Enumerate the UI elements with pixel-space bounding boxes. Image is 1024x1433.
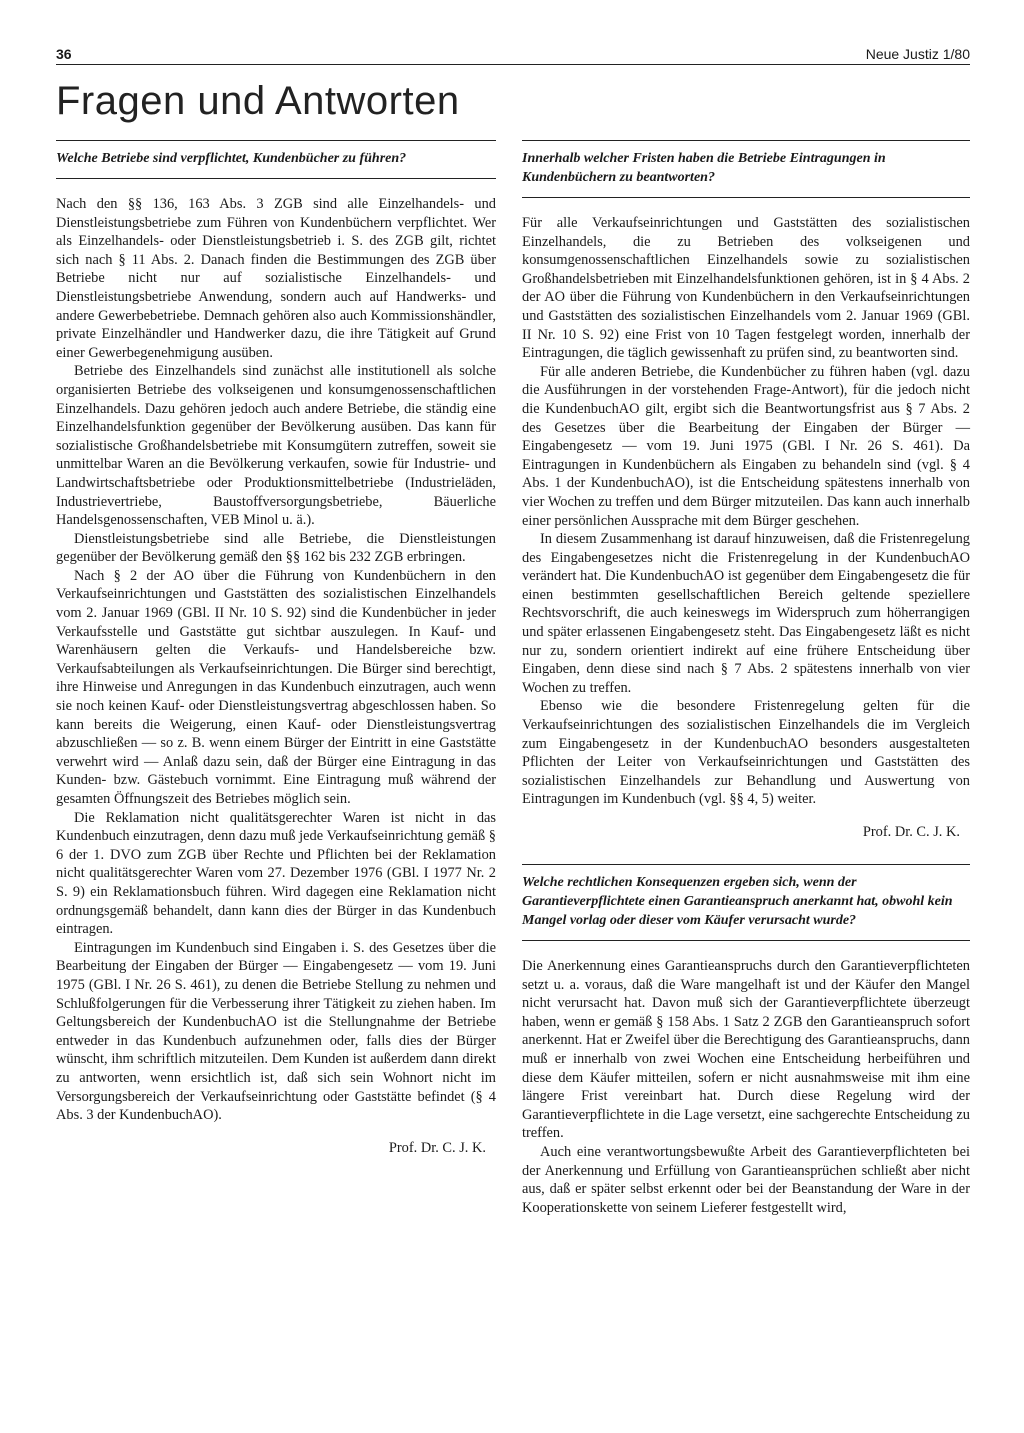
question-heading: Welche rechtlichen Konsequenzen ergeben sich, wenn der Garantieverpflichtete einen Garantieanspruch anerkannt hat, obwohl kein Mangel vorlag oder dieser vom Käufer verursacht wurde? bbox=[522, 864, 970, 941]
question-heading: Innerhalb welcher Fristen haben die Betriebe Eintragungen in Kundenbüchern zu beantworten? bbox=[522, 140, 970, 198]
answer-body bbox=[56, 195, 496, 1125]
right-column bbox=[522, 140, 970, 1217]
paragraph: Auch eine verantwortungsbewußte Arbeit des Garantieverpflichteten bei der Anerkennung und Erfüllung von Garantieansprüchen schließt aber nicht aus, daß er später selbst erkennt oder bei der Beanstandung der Ware in der Kooperationskette von seinem Lieferer festgestellt wird, bbox=[522, 1143, 970, 1216]
paragraph: Für alle anderen Betriebe, die Kundenbücher zu führen haben (vgl. dazu die Ausführungen in der vorstehenden Frage-Antwort), für die jedoch nicht die KundenbuchAO gilt, ergibt sich die Beantwortungsfrist aus § 7 Abs. 2 des Gesetzes über die Bearbeitung der Eingaben der Bürger — Eingabengesetz — vom 19. Juni 1975 (GBl. I Nr. 26 S. 461). Da Eintragungen in Kundenbüchern als Eingaben zu behandeln sind (vgl. § 4 Abs. 1 der KundenbuchAO), ist die Entscheidung spätestens innerhalb von vier Wochen zu treffen und dem Bürger mitzuteilen. Das kann auch innerhalb einer persönlichen Aussprache mit dem Bürger geschehen. bbox=[522, 363, 970, 529]
paragraph: Die Anerkennung eines Garantieanspruchs durch den Garantieverpflichteten setzt u. a. voraus, daß die Ware mangelhaft ist und der Käufer den Mangel nicht verursacht hat. Davon muß sich der Garantieverpflichtete überzeugt haben, wenn er gemäß § 158 Abs. 1 Satz 2 ZGB den Garantieanspruch sofort anerkennt. Hat er Zweifel über die Berechtigung des Garantieanspruchs, dann muß er innerhalb von zwei Wochen eine Entscheidung herbeiführen und diese dem Käufer mitteilen, sofern er nicht ausnahmsweise mit ihm eine längere Frist vereinbart hat. Durch diese Regelung wird der Garantieverpflichtete in die Lage versetzt, eine sachgerechte Entscheidung zu treffen. bbox=[522, 958, 970, 1142]
author-signature: Prof. Dr. C. J. K. bbox=[388, 1139, 486, 1156]
page-number: 36 bbox=[56, 46, 72, 62]
paragraph: Nach § 2 der AO über die Führung von Kundenbüchern in den Verkaufseinrichtungen und Gaststätten des sozialistischen Einzelhandels vom 2. Januar 1969 (GBl. II Nr. 10 S. 92) sind die Kundenbücher in jeder Verkaufsstelle und Gaststätte gut sichtbar auszulegen. In Kauf- und Warenhäusern gelten die Verkaufs- und Handelsbereiche bzw. Verkaufsabteilungen als Verkaufseinrichtungen. Die Bürger sind berechtigt, ihre Hinweise und Anregungen in das Kundenbuch einzutragen, auch wenn sie noch keinen Kauf- oder Dienstleistungsvertrag abgeschlossen haben. So kann bereits die Weigerung, einen Kauf- oder Dienstleistungsvertrag abzuschließen — so z. B. wenn einem Bürger der Eintritt in eine Gaststätte verwehrt wird — Anlaß dazu sein, daß der Bürger eine Eintragung in das Kunden- bzw. Gästebuch vornimmt. Eine Eintragung muß während der gesamten Öffnungszeit des Betriebes möglich sein. bbox=[56, 567, 496, 807]
journal-reference: Neue Justiz 1/80 bbox=[865, 46, 970, 62]
paragraph: Dienstleistungsbetriebe sind alle Betriebe, die Dienstleistungen gegenüber der Bevölkerung gemäß den §§ 162 bis 232 ZGB erbringen. bbox=[56, 530, 496, 566]
paragraph: Für alle Verkaufseinrichtungen und Gaststätten des sozialistischen Einzelhandels, die zu Betrieben des volkseigenen und konsumgenossenschaftlichen Einzelhandels sowie zu sozialistischen Großhandelsbetrieben mit Einzelhandelsfunktionen gehören, ist in § 4 Abs. 2 der AO über die Führung von Kundenbüchern in den Verkaufseinrichtungen und Gaststätten des sozialistischen Einzelhandels vom 2. Januar 1969 (GBl. II Nr. 10 S. 92) eine Frist von 10 Tagen festgelegt worden, innerhalb der Eintragungen, die täglich gewissenhaft zu prüfen sind, zu beantworten sind. bbox=[522, 215, 970, 362]
left-column bbox=[56, 140, 496, 1158]
question-heading: Welche Betriebe sind verpflichtet, Kundenbücher zu führen? bbox=[56, 140, 496, 179]
answer-body bbox=[522, 214, 970, 809]
author-signature: Prof. Dr. C. J. K. bbox=[862, 824, 960, 840]
paragraph: In diesem Zusammenhang ist darauf hinzuweisen, daß die Fristenregelung des Eingabengesetzes nicht die Fristenregelung in der KundenbuchAO verändert hat. Die KundenbuchAO ist gegenüber dem Eingabengesetz die für einen bestimmten gesellschaftlichen Bereich geltende speziellere Rechtsvorschrift, die auch keineswegs im Widerspruch zum höherrangigen und später erlassenen Eingabengesetz steht. Das Eingabengesetz läßt es nicht nur zu, sondern orientiert indirekt auf eine frühere Entscheidung über Eingaben, denn diese sind nach § 7 Abs. 2 spätestens innerhalb von vier Wochen zu treffen. bbox=[522, 531, 970, 696]
running-header bbox=[56, 44, 970, 65]
paragraph: Eintragungen im Kundenbuch sind Eingaben i. S. des Gesetzes über die Bearbeitung der Eingaben der Bürger — Eingabengesetz — vom 19. Juni 1975 (GBl. I Nr. 26 S. 461), zu denen die Betriebe Stellung zu nehmen und Schlußfolgerungen für die Verbesserung ihrer Tätigkeit zu ziehen haben. Im Geltungsbereich der KundenbuchAO ist die Stellungnahme der Betriebe entweder in das Kundenbuch aufzunehmen oder, falls dies der Bürger wünscht, ihm schriftlich mitzuteilen. Dem Kunden ist außerdem dann direkt zu antworten, wenn ersichtlich ist, daß sich sein Wohnort nicht im Versorgungsbereich der Verkaufseinrichtung oder Gaststätte befindet (§ 4 Abs. 3 der KundenbuchAO). bbox=[56, 939, 496, 1124]
section-title: Fragen und Antworten bbox=[56, 79, 460, 123]
paragraph: Nach den §§ 136, 163 Abs. 3 ZGB sind alle Einzelhandels- und Dienstleistungsbetriebe zum Führen von Kundenbüchern verpflichtet. Wer als Einzelhandels- oder Dienstleistungsbetrieb i. S. des ZGB gilt, richtet sich nach § 11 Abs. 2. Danach finden die Bestimmungen des ZGB über Betriebe nicht nur auf sozialistische Einzelhandels- und Dienstleistungsbetriebe Anwendung, sondern auch auf Handwerks- und andere Gewerbebetriebe. Demnach gehören also auch Kommissionshändler, private Einzelhändler und Handwerker dazu, die ihre Tätigkeit auf Grund einer Gewerbegenehmigung ausüben. bbox=[56, 196, 496, 361]
answer-body bbox=[522, 957, 970, 1217]
paragraph: Betriebe des Einzelhandels sind zunächst alle institutionell als solche organisierten Betriebe des volkseigenen und konsumgenossenschaftlichen Einzelhandels. Dazu gehören jedoch auch andere Betriebe, die ständig eine Einzelhandelsfunktion gegenüber der Bevölkerung ausüben. Das kann für sozialistische Großhandelsbetriebe mit Konsumgütern zutreffen, soweit sie unmittelbar Waren an die Bevölkerung verkaufen, sowie für Industrie- und Landwirtschaftsbetriebe oder Produktionsmittelbetriebe (Industrieläden, Industrievertriebe, Baustoffversorgungsbetriebe, Bäuerliche Handelsgenossenschaften, VEB Minol u. ä.). bbox=[56, 363, 496, 529]
paragraph: Ebenso wie die besondere Fristenregelung gelten für die Verkaufseinrichtungen des sozialistischen Einzelhandels die im Vergleich zum Eingabengesetz in der KundenbuchAO besonders ausgestalteten Pflichten der Leiter von Verkaufseinrichtungen und Gaststätten des sozialistischen Einzelhandels zur Behandlung und Auswertung von Eintragungen im Kundenbuch (vgl. §§ 4, 5) weiter. bbox=[522, 698, 970, 808]
paragraph: Die Reklamation nicht qualitätsgerechter Waren ist nicht in das Kundenbuch einzutragen, denn dazu muß jede Verkaufseinrichtung gemäß § 6 der 1. DVO zum ZGB über Rechte und Pflichten bei der Reklamation nicht qualitätsgerechter Waren vom 27. Dezember 1976 (GBl. I 1977 Nr. 2 S. 9) ein Reklamationsbuch führen. Wird dagegen eine Reklamation nicht ordnungsgemäß behandelt, dann kann dies der Bürger in das Kundenbuch eintragen. bbox=[56, 809, 496, 938]
